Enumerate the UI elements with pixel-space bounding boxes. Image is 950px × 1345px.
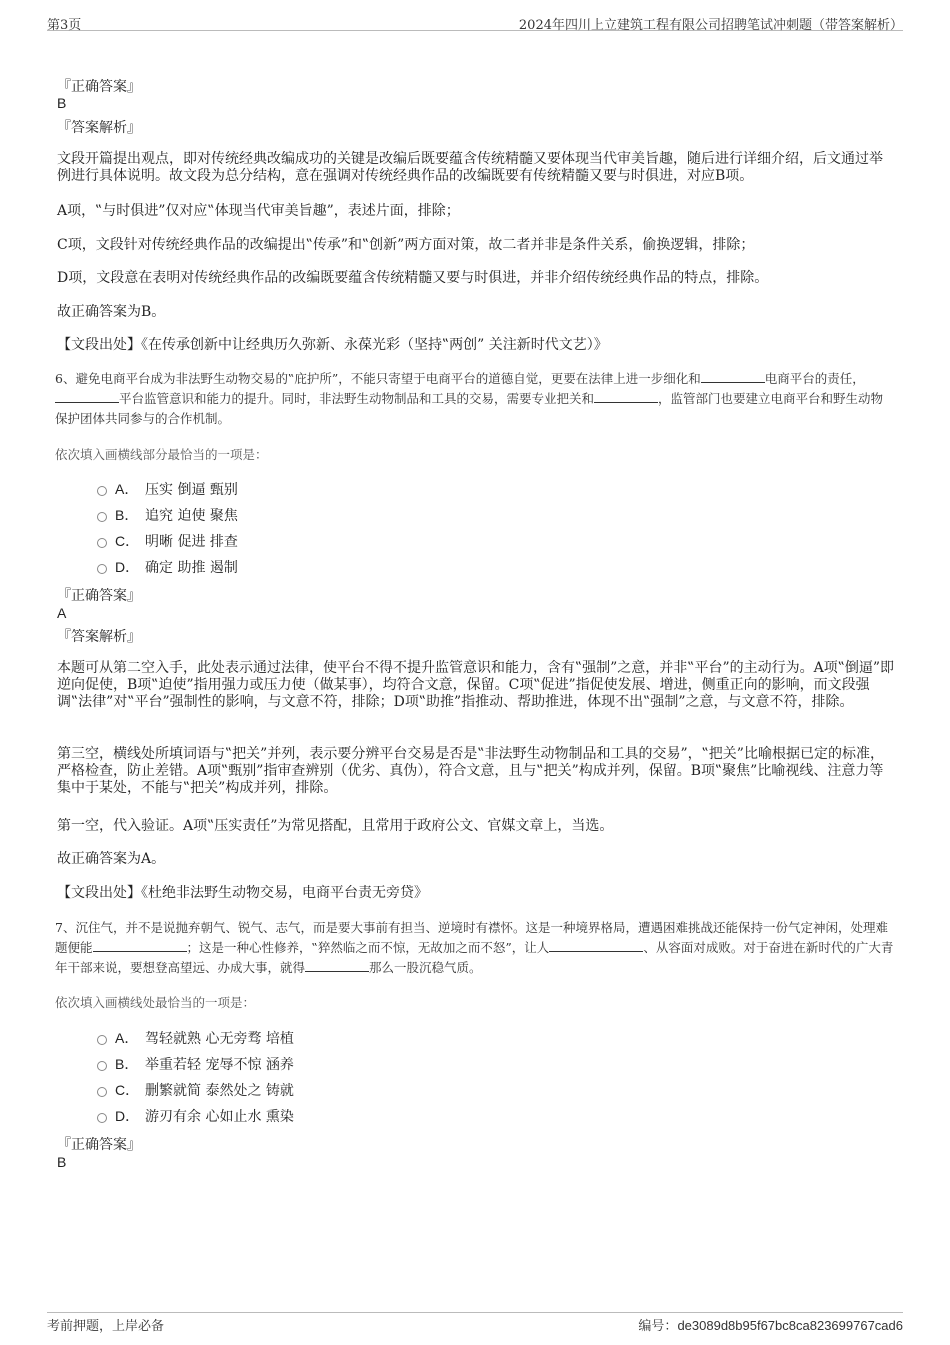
answer-blank [594, 390, 658, 403]
question-6-text: 6、避免电商平台成为非法野生动物交易的‟庇护所”，不能只寄望于电商平台的道德自觉，更要在法律上进一步细化和 电商平台的责任，平台监管意识和能力的提升。同时，非法野生动物制品和工具的交易，需要专业把关和 ，监管部门也要建立电商平台和野生动物保护团体共同参与的合作机制。 [55, 371, 884, 426]
radio-icon[interactable] [97, 1113, 107, 1123]
analysis-paragraph: A项，‟与时俱进”仅对应‟体现当代审美旨趣”，表述片面，排除； [57, 203, 460, 219]
answer-label: 『正确答案』 [57, 1137, 141, 1153]
answer-blank [549, 939, 643, 952]
question-prompt: 依次填入画横线部分最恰当的一项是： [55, 447, 268, 462]
radio-icon[interactable] [97, 1061, 107, 1071]
analysis-conclusion: 故正确答案为A。 [57, 851, 166, 867]
page-footer [47, 1312, 903, 1334]
answer-blank [93, 939, 187, 952]
source-line [57, 885, 895, 902]
analysis-label: 『答案解析』 [57, 120, 141, 136]
option-b[interactable]: B． 追究 迫使 聚焦 [97, 505, 238, 525]
document-title: 2024年四川上立建筑工程有限公司招聘笔试冲刺题（带答案解析） [518, 18, 903, 33]
answer-blank [701, 370, 765, 383]
radio-icon[interactable] [97, 564, 107, 574]
option-a[interactable]: A． 驾轻就熟 心无旁骛 培植 [97, 1028, 294, 1048]
question-7-text: 7、沉住气，并不是说抛弃朝气、锐气、志气，而是要大事前有担当、逆境时有襟怀。这是一种境界格局，遭遇困难挑战还能保持一份气定神闲，处理难题便能 ；这是一种心性修养，‟猝然临之而不惊，无故加之而不怒”，让人 、从容面对成败。对于奋进在新时代的广大青年干部来说，要想登高望远、办成大事，就得 那么一股沉稳气质。 [55, 920, 894, 975]
answer-blank [55, 390, 119, 403]
analysis-paragraph: 文段开篇提出观点，即对传统经典改编成功的关键是改编后既要蕴含传统精髓又要体现当代审美旨趣，随后进行详细介绍，后文通过举例进行具体说明。故文段为总分结构，意在强调对传统经典作品的改编既要有传统精髓又要与时俱进，对应B项。 [57, 151, 883, 184]
radio-icon[interactable] [97, 1087, 107, 1097]
answer-value: B [57, 95, 67, 111]
option-d[interactable]: D． 游刃有余 心如止水 熏染 [97, 1106, 294, 1126]
document-id: 编号：de3089d8b95f67bc8ca823699767cad6 [638, 1318, 903, 1333]
source-label: 【文段出处】 [57, 337, 141, 353]
source-title: 《在传承创新中让经典历久弥新、永葆光彩（坚持‟两创” 关注新时代文艺）》 [141, 337, 608, 353]
analysis-paragraph: 第一空，代入验证。A项‟压实责任”为常见搭配，且常用于政府公文、官媒文章上，当选。 [57, 818, 614, 834]
page-header [47, 10, 903, 31]
analysis-paragraph: 本题可从第二空入手，此处表示通过法律，使平台不得不提升监管意识和能力，含有‟强制”之意，并非‟平台”的主动行为。A项‟倒逼”即逆向促使，B项‟迫使”指用强力或压力使（做某事），均符合文意，保留。C项‟促进”指促使发展、增进，侧重正向的影响，而文段强调‟法律”对‟平台”强制性的影响，与文意不符，排除；D项‟助推”指推动、帮助推进，体现不出‟强制”之意，与文意不符，排除。 [57, 660, 895, 710]
footer-slogan: 考前押题，上岸必备 [47, 1319, 165, 1334]
answer-value: A [57, 605, 67, 621]
analysis-paragraph: C项，文段针对传统经典作品的改编提出‟传承”和‟创新”两方面对策，故二者并非是条件关系，偷换逻辑，排除； [57, 237, 755, 253]
option-c[interactable]: C． 删繁就简 泰然处之 铸就 [97, 1080, 294, 1100]
radio-icon[interactable] [97, 512, 107, 522]
radio-icon[interactable] [97, 538, 107, 548]
source-label: 【文段出处】 [57, 885, 141, 901]
page-number: 第3页 [47, 18, 82, 33]
analysis-paragraph: D项，文段意在表明对传统经典作品的改编既要蕴含传统精髓又要与时俱进，并非介绍传统经典作品的特点，排除。 [57, 270, 769, 286]
question-prompt: 依次填入画横线处最恰当的一项是： [55, 995, 256, 1010]
option-d[interactable]: D． 确定 助推 遏制 [97, 557, 238, 577]
source-line [57, 337, 895, 354]
option-c[interactable]: C． 明晰 促进 排查 [97, 531, 238, 551]
answer-label: 『正确答案』 [57, 588, 141, 604]
option-a[interactable]: A． 压实 倒逼 甄别 [97, 479, 238, 499]
analysis-paragraph: 第三空，横线处所填词语与‟把关”并列，表示要分辨平台交易是否是‟非法野生动物制品和工具的交易”，‟把关”比喻根据已定的标准，严格检查，防止差错。A项‟甄别”指审查辨别（优劣、真伪），符合文意，且与‟把关”构成并列，保留。B项‟聚焦”比喻视线、注意力等集中于某处，不能与‟把关”构成并列，排除。 [57, 746, 884, 796]
analysis-conclusion: 故正确答案为B。 [57, 304, 166, 320]
radio-icon[interactable] [97, 486, 107, 496]
option-b[interactable]: B． 举重若轻 宠辱不惊 涵养 [97, 1054, 294, 1074]
source-title: 《杜绝非法野生动物交易，电商平台责无旁贷》 [141, 885, 428, 901]
analysis-label: 『答案解析』 [57, 629, 141, 645]
answer-blank [305, 959, 369, 972]
answer-label: 『正确答案』 [57, 79, 141, 95]
radio-icon[interactable] [97, 1035, 107, 1045]
answer-value: B [57, 1154, 67, 1170]
